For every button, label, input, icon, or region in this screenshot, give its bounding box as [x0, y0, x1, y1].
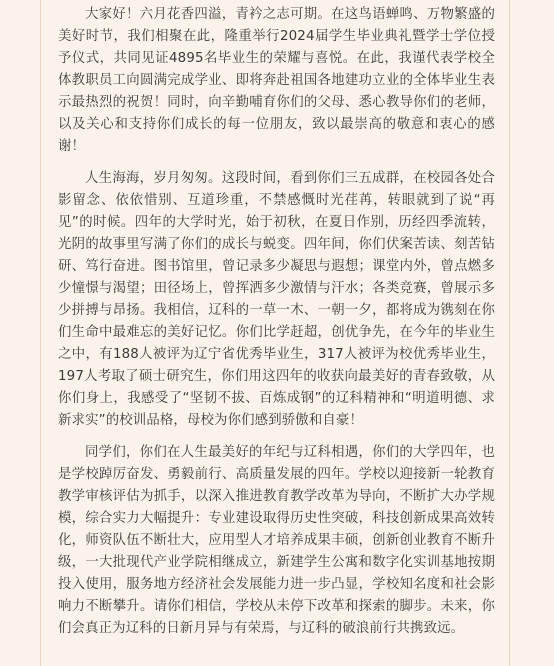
paragraph-school-development: 同学们，你们在人生最美好的年纪与辽科相遇，你们的大学四年，也是学校踔厉奋发、勇毅前行、高质量发展的四年。学校以迎接新一轮教育教学审核评估为抓手，以深入推进教育教学改革为导向，不断扩大办学规模，综合实力大幅提升：专业建设取得历史性突破，科技创新成果高效转化，师资队伍不断壮大，应用型人才培养成果丰硕，创新创业教育不断升级，一大批现代产业学院相继成立，新建学生公寓和数字化实训基地按期投入使用，服务地方经济社会发展能力进一步凸显，学校知名度和社会影响力不断攀升。请你们相信，学校从未停下改革和探索的脚步。未来，你们会真正为辽科的日新月异与有荣焉，与辽科的破浪前行共携致远。	[58, 445, 495, 636]
paragraph-memories: 人生海海，岁月匆匆。这段时间，看到你们三五成群，在校园各处合影留念、依依惜别、互道珍重，不禁感慨时光荏苒，转眼就到了说“再见”的时候。四年的大学时光，始于初秋，在夏日作别，历经四季流转，光阴的故事里写满了你们的成长与蜕变。四年间，你们伏案苦读、刻苦钻研、笃行奋进。图书馆里，曾记录多少凝思与遐想；课堂内外，曾点燃多少憧憬与渴望；田径场上，曾挥洒多少激情与汗水；各类竞赛，曾展示多少拼搏与昂扬。我相信，辽科的一草一木、一朝一夕，都将成为镌刻在你们生命中最难忘的美好记忆。你们比学赶超，创优争先，在今年的毕业生之中，有188人被评为辽宁省优秀毕业生，317人被评为校优秀毕业生，197人考取了硕士研究生，你们用这四年的收获向最美好的青春致敬，从你们身上，我感受了“坚韧不拔、百炼成钢”的辽科精神和“明道明德、求新求实”的校训品格，母校为你们感到骄傲和自豪！	[58, 171, 495, 428]
article-body	[58, 0, 495, 640]
paragraph-greeting: 大家好！六月花香四溢，青衿之志可期。在这鸟语蝉鸣、万物繁盛的美好时节，我们相聚在此，隆重举行2024届学生毕业典礼暨学士学位授予仪式，共同见证4895名毕业生的荣耀与喜悦。在此，我谨代表学校全体教职员工向圆满完成学业、即将奔赴祖国各地建功立业的全体毕业生表示最热烈的祝贺！同时，向辛勤哺育你们的父母、悉心教导你们的老师，以及关心和支持你们成长的每一位朋友，致以最崇高的敬意和衷心的感谢！	[58, 7, 495, 154]
